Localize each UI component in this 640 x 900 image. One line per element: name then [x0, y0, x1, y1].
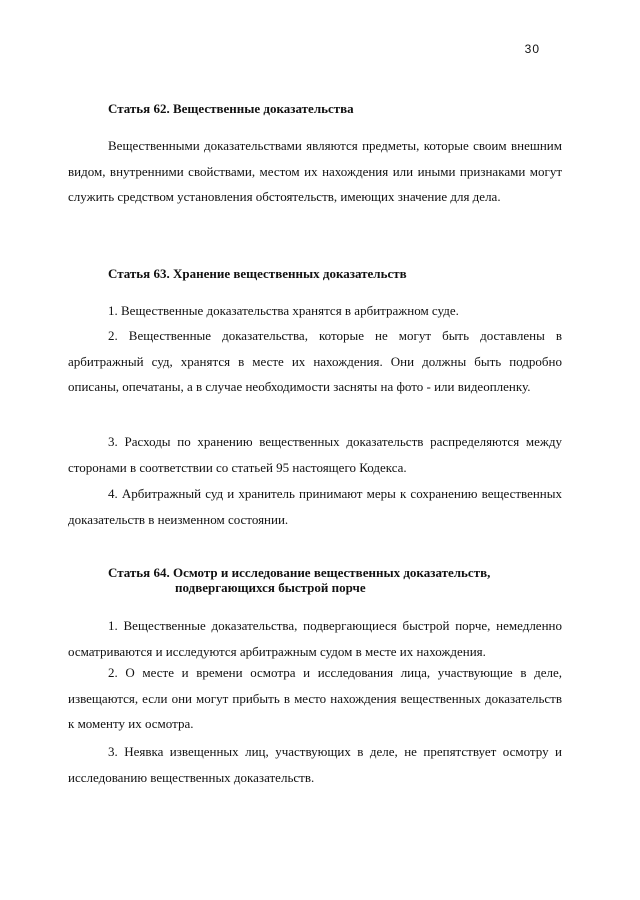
article-63-paragraph-2: 2. Вещественные доказательства, которые не могут быть доставлены в арбитражный суд, хранятся в месте их нахождения. Они должны быть подробно описаны, опечатаны, а в случае необходимости засняты на фото - или видеопленку. [68, 328, 562, 394]
article-62-paragraph-1: Вещественными доказательствами являются предметы, которые своим внешним видом, внутренними свойствами, местом их нахождения или иными признаками могут служить средством установления обстоятельств, имеющих значение для дела. [68, 138, 562, 204]
article-63-paragraph-1: 1. Вещественные доказательства хранятся в арбитражном суде. [108, 303, 459, 318]
article-62-heading: Статья 62. Вещественные доказательства [108, 101, 354, 116]
article-64-paragraph-2: 2. О месте и времени осмотра и исследования лица, участвующие в деле, извещаются, если они могут прибыть в место нахождения вещественных доказательств к моменту их осмотра. [68, 665, 562, 731]
article-64-paragraph-1: 1. Вещественные доказательства, подвергающиеся быстрой порче, немедленно осматриваются и исследуются арбитражным судом в месте их нахождения. [68, 618, 562, 659]
article-64-heading [108, 565, 548, 595]
page-number: 30 [524, 42, 540, 56]
article-64-heading-line-1: Статья 64. Осмотр и исследование вещественных доказательств, [108, 565, 491, 580]
article-64-heading-line-2: подвергающихся быстрой порче [175, 580, 366, 595]
article-63-paragraph-3: 3. Расходы по хранению вещественных доказательств распределяются между сторонами в соответствии со статьей 95 настоящего Кодекса. [68, 434, 562, 475]
article-64-paragraph-3: 3. Неявка извещенных лиц, участвующих в деле, не препятствует осмотру и исследованию вещественных доказательств. [68, 744, 562, 785]
article-63-heading: Статья 63. Хранение вещественных доказательств [108, 266, 407, 281]
article-63-paragraph-4: 4. Арбитражный суд и хранитель принимают меры к сохранению вещественных доказательств в неизменном состоянии. [68, 486, 562, 527]
